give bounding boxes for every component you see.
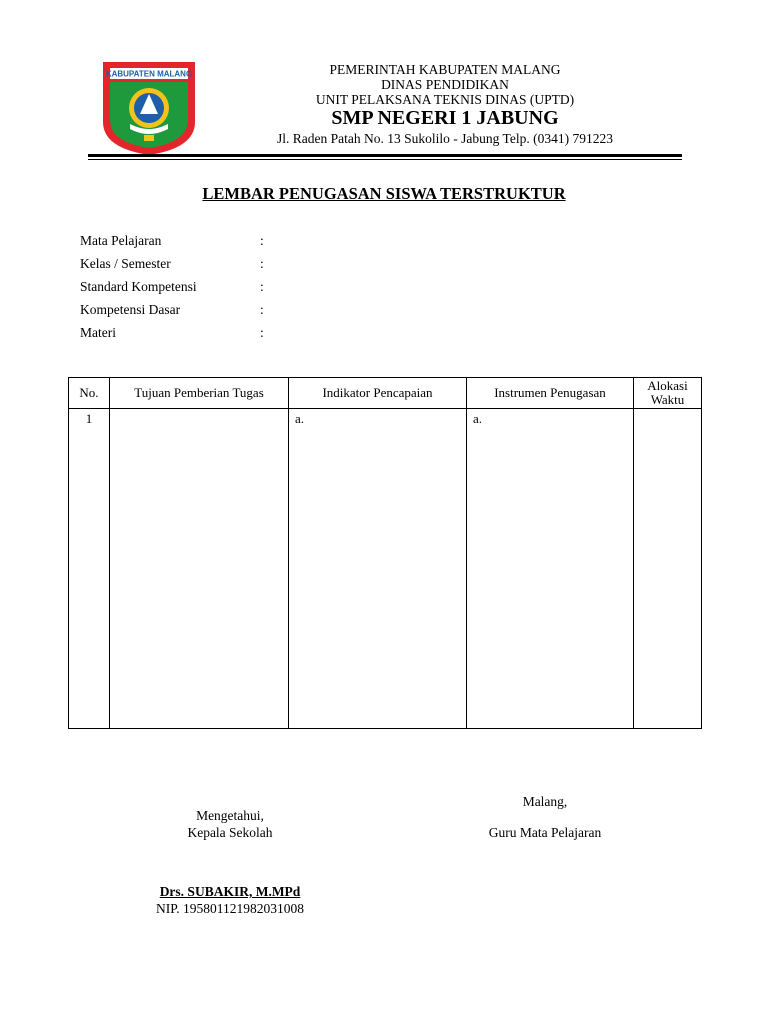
cell-tujuan	[110, 409, 289, 729]
cell-indikator: a.	[289, 409, 467, 729]
emblem-label: KABUPATEN MALANG	[105, 69, 193, 79]
column-header-instrumen: Instrumen Penugasan	[467, 378, 634, 409]
field-label: Kelas / Semester	[80, 256, 171, 271]
document-title: LEMBAR PENUGASAN SISWA TERSTRUKTUR	[202, 184, 566, 203]
header-rule-thin	[88, 159, 682, 160]
field-label: Standard Kompetensi	[80, 279, 197, 294]
column-header-tujuan: Tujuan Pemberian Tugas	[110, 378, 289, 409]
principal-name: Drs. SUBAKIR, M.MPd	[159, 884, 301, 899]
kabupaten-malang-emblem-icon	[100, 60, 198, 156]
field-colon: :	[260, 325, 264, 340]
column-header-alokasi-waktu	[634, 378, 702, 409]
teacher-title: Guru Mata Pelajaran	[488, 825, 602, 840]
table-row	[69, 409, 702, 729]
school-address: Jl. Raden Patah No. 13 Sukolilo - Jabung Telp. (0341) 791223	[277, 131, 613, 146]
principal-title: Kepala Sekolah	[187, 825, 273, 840]
principal-nip: NIP. 195801121982031008	[155, 901, 304, 916]
column-header-waktu: Waktu	[650, 392, 685, 407]
header-department-line: DINAS PENDIDIKAN	[381, 77, 509, 92]
field-label: Kompetensi Dasar	[80, 302, 181, 317]
field-label: Materi	[80, 325, 116, 340]
column-header-no: No.	[69, 378, 110, 409]
header-rule-thick	[88, 154, 682, 157]
table-header-row	[69, 378, 702, 409]
field-label: Mata Pelajaran	[80, 233, 162, 248]
cell-alokasi	[634, 409, 702, 729]
cell-no: 1	[69, 409, 110, 729]
place-date: Malang,	[522, 794, 568, 809]
acknowledged-label: Mengetahui,	[196, 808, 264, 823]
column-header-indikator: Indikator Pencapaian	[289, 378, 467, 409]
field-colon: :	[260, 233, 264, 248]
header-unit-line: UNIT PELAKSANA TEKNIS DINAS (UPTD)	[315, 92, 575, 107]
header-government-line: PEMERINTAH KABUPATEN MALANG	[329, 62, 561, 77]
field-colon: :	[260, 279, 264, 294]
field-colon: :	[260, 302, 264, 317]
field-colon: :	[260, 256, 264, 271]
column-header-alokasi: Alokasi	[647, 378, 688, 393]
cell-instrumen: a.	[467, 409, 634, 729]
school-name: SMP NEGERI 1 JABUNG	[331, 107, 559, 129]
assignment-table	[68, 377, 702, 729]
